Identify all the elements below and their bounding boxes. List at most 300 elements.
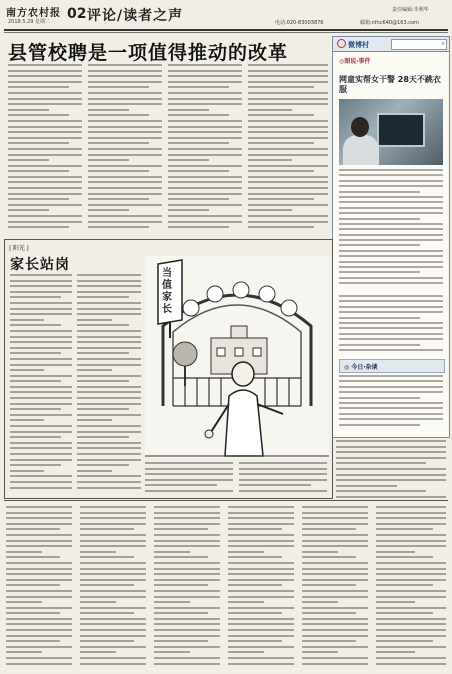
text-line bbox=[80, 601, 116, 603]
text-line bbox=[248, 170, 314, 172]
box-column-2 bbox=[77, 274, 141, 492]
text-line bbox=[88, 75, 162, 77]
text-line bbox=[10, 324, 61, 326]
text-line bbox=[339, 424, 420, 426]
weibo-sidebar bbox=[332, 36, 450, 438]
text-line bbox=[339, 196, 443, 198]
text-line bbox=[8, 154, 82, 156]
text-line bbox=[77, 380, 129, 382]
text-line bbox=[168, 159, 209, 161]
section-title: 评论/读者之声 bbox=[87, 8, 184, 24]
text-line bbox=[6, 568, 72, 570]
text-line bbox=[77, 296, 129, 298]
text-line bbox=[248, 154, 328, 156]
text-line bbox=[228, 590, 294, 592]
text-line bbox=[168, 165, 242, 167]
school-tower bbox=[231, 326, 247, 338]
text-line bbox=[376, 528, 433, 530]
photo-person-body bbox=[343, 135, 379, 165]
text-line bbox=[302, 635, 368, 637]
text-line bbox=[77, 285, 141, 287]
text-line bbox=[88, 103, 162, 105]
phone-credit: 电话:020-83003876 bbox=[275, 20, 324, 26]
text-line bbox=[80, 646, 146, 648]
text-line bbox=[6, 612, 60, 614]
text-line bbox=[6, 573, 72, 575]
text-line bbox=[339, 169, 443, 171]
text-line bbox=[6, 584, 60, 586]
text-line bbox=[8, 181, 82, 183]
text-line bbox=[10, 391, 72, 393]
text-line bbox=[77, 375, 141, 377]
text-line bbox=[248, 215, 328, 217]
text-line bbox=[248, 193, 328, 195]
text-line bbox=[248, 204, 328, 206]
text-line bbox=[376, 556, 433, 558]
text-line bbox=[339, 327, 443, 329]
text-line bbox=[80, 551, 116, 553]
text-line bbox=[376, 517, 446, 519]
text-line bbox=[336, 457, 446, 459]
text-line bbox=[376, 545, 446, 547]
text-line bbox=[248, 187, 328, 189]
text-line bbox=[8, 126, 82, 128]
text-line bbox=[168, 75, 242, 77]
masthead-rule bbox=[4, 29, 448, 31]
text-line bbox=[302, 640, 356, 642]
text-line bbox=[80, 623, 146, 625]
text-line bbox=[376, 506, 446, 508]
text-line bbox=[336, 440, 446, 442]
text-line bbox=[228, 562, 294, 564]
text-line bbox=[239, 479, 327, 481]
text-line bbox=[168, 137, 242, 139]
text-line bbox=[376, 657, 446, 659]
text-line bbox=[239, 490, 327, 492]
text-line bbox=[302, 623, 368, 625]
text-line bbox=[228, 506, 294, 508]
text-line bbox=[8, 114, 69, 116]
text-line bbox=[77, 341, 141, 343]
text-line bbox=[228, 556, 282, 558]
text-line bbox=[168, 226, 229, 228]
text-line bbox=[77, 487, 141, 489]
text-line bbox=[168, 154, 242, 156]
text-line bbox=[228, 517, 294, 519]
text-line bbox=[80, 618, 146, 620]
text-line bbox=[228, 623, 294, 625]
weibo-icon bbox=[337, 39, 346, 48]
text-line bbox=[376, 651, 415, 653]
text-line bbox=[168, 221, 242, 223]
bottom-column-5 bbox=[302, 506, 368, 668]
text-line bbox=[154, 512, 220, 514]
text-line bbox=[80, 651, 116, 653]
text-line bbox=[339, 212, 443, 214]
sidebar-section-bar bbox=[339, 359, 445, 373]
sidebar-text-3 bbox=[339, 375, 443, 433]
text-line bbox=[239, 462, 327, 464]
text-line bbox=[88, 64, 162, 66]
text-line bbox=[228, 584, 282, 586]
text-line bbox=[248, 70, 328, 72]
text-line bbox=[80, 607, 146, 609]
text-line bbox=[168, 131, 242, 133]
text-line bbox=[10, 369, 44, 371]
text-line bbox=[77, 280, 141, 282]
masthead-rule-thin bbox=[4, 32, 448, 33]
text-line bbox=[8, 226, 69, 228]
text-line bbox=[248, 109, 292, 111]
text-line bbox=[168, 120, 242, 122]
text-line bbox=[8, 165, 82, 167]
text-line bbox=[8, 209, 49, 211]
arch-circle bbox=[233, 282, 249, 298]
text-line bbox=[6, 623, 72, 625]
article-column-3 bbox=[168, 64, 242, 234]
text-line bbox=[80, 579, 146, 581]
text-line bbox=[6, 545, 72, 547]
text-line bbox=[77, 302, 141, 304]
text-line bbox=[88, 81, 162, 83]
parent-body bbox=[225, 390, 263, 456]
text-line bbox=[77, 358, 141, 360]
sidebar-tagline: ◎图说·事件 bbox=[339, 58, 371, 65]
text-line bbox=[154, 562, 220, 564]
text-line bbox=[228, 573, 294, 575]
text-line bbox=[154, 534, 220, 536]
text-line bbox=[168, 198, 229, 200]
text-line bbox=[302, 512, 368, 514]
text-line bbox=[77, 414, 141, 416]
text-line bbox=[80, 590, 146, 592]
text-line bbox=[168, 126, 242, 128]
text-line bbox=[154, 629, 220, 631]
text-line bbox=[376, 540, 446, 542]
text-line bbox=[228, 568, 294, 570]
text-line bbox=[302, 545, 368, 547]
duty-sign bbox=[156, 258, 184, 338]
window bbox=[217, 348, 225, 356]
text-line bbox=[10, 464, 61, 466]
text-line bbox=[10, 313, 72, 315]
text-line bbox=[228, 601, 264, 603]
text-line bbox=[88, 92, 162, 94]
text-line bbox=[376, 607, 446, 609]
text-line bbox=[302, 568, 368, 570]
text-line bbox=[10, 280, 72, 282]
article-column-2 bbox=[88, 64, 162, 234]
text-line bbox=[339, 207, 443, 209]
text-line bbox=[168, 70, 242, 72]
text-line bbox=[154, 646, 220, 648]
text-line bbox=[339, 191, 420, 193]
text-line bbox=[376, 584, 433, 586]
text-line bbox=[88, 198, 149, 200]
text-line bbox=[10, 296, 61, 298]
text-line bbox=[88, 120, 162, 122]
text-line bbox=[339, 402, 443, 404]
text-line bbox=[376, 635, 446, 637]
box-column-4 bbox=[239, 462, 327, 494]
text-line bbox=[248, 142, 314, 144]
text-line bbox=[6, 523, 72, 525]
text-line bbox=[336, 490, 426, 492]
text-line bbox=[80, 657, 146, 659]
text-line bbox=[8, 198, 69, 200]
text-line bbox=[168, 114, 229, 116]
text-line bbox=[339, 407, 443, 409]
text-line bbox=[302, 607, 368, 609]
text-line bbox=[154, 618, 220, 620]
text-line bbox=[10, 459, 72, 461]
photo-monitor bbox=[377, 113, 425, 147]
text-line bbox=[77, 274, 141, 276]
bottom-column-4 bbox=[228, 506, 294, 668]
text-line bbox=[6, 646, 72, 648]
right-column-lower bbox=[336, 440, 446, 498]
text-line bbox=[8, 159, 49, 161]
text-line bbox=[339, 223, 443, 225]
text-line bbox=[336, 479, 446, 481]
article-column-1 bbox=[8, 64, 82, 234]
text-line bbox=[77, 408, 129, 410]
text-line bbox=[10, 386, 72, 388]
text-line bbox=[154, 601, 190, 603]
text-line bbox=[6, 512, 72, 514]
section-separator bbox=[4, 500, 448, 501]
text-line bbox=[80, 629, 146, 631]
text-line bbox=[77, 459, 141, 461]
text-line bbox=[248, 103, 328, 105]
text-line bbox=[302, 646, 368, 648]
text-line bbox=[88, 154, 162, 156]
text-line bbox=[154, 607, 220, 609]
text-line bbox=[228, 523, 294, 525]
text-line bbox=[228, 596, 294, 598]
text-line bbox=[145, 468, 233, 470]
text-line bbox=[8, 176, 82, 178]
text-line bbox=[80, 635, 146, 637]
text-line bbox=[77, 386, 141, 388]
text-line bbox=[88, 193, 162, 195]
arch-circle bbox=[183, 300, 199, 316]
text-line bbox=[168, 187, 242, 189]
text-line bbox=[80, 545, 146, 547]
text-line bbox=[10, 397, 72, 399]
text-line bbox=[88, 98, 162, 100]
text-line bbox=[302, 651, 338, 653]
text-line bbox=[154, 596, 220, 598]
text-line bbox=[77, 470, 112, 472]
text-line bbox=[339, 174, 443, 176]
text-line bbox=[168, 86, 229, 88]
search-box[interactable] bbox=[391, 39, 447, 50]
text-line bbox=[77, 419, 112, 421]
text-line bbox=[376, 579, 446, 581]
text-line bbox=[10, 380, 61, 382]
parent-head bbox=[232, 362, 254, 386]
text-line bbox=[8, 64, 82, 66]
text-line bbox=[77, 425, 141, 427]
parent-hand bbox=[205, 430, 213, 438]
text-line bbox=[6, 635, 72, 637]
text-line bbox=[8, 81, 82, 83]
text-line bbox=[339, 333, 443, 335]
text-line bbox=[154, 657, 220, 659]
text-line bbox=[339, 391, 443, 393]
text-line bbox=[302, 562, 368, 564]
text-line bbox=[80, 568, 146, 570]
text-line bbox=[248, 75, 328, 77]
text-line bbox=[376, 596, 446, 598]
text-line bbox=[168, 81, 242, 83]
text-line bbox=[8, 221, 82, 223]
text-line bbox=[154, 573, 220, 575]
text-line bbox=[154, 635, 220, 637]
text-line bbox=[339, 234, 443, 236]
tree bbox=[173, 342, 197, 366]
text-line bbox=[376, 618, 446, 620]
text-line bbox=[339, 306, 443, 308]
text-line bbox=[302, 534, 368, 536]
text-line bbox=[339, 349, 443, 351]
text-line bbox=[8, 86, 69, 88]
text-line bbox=[145, 462, 233, 464]
text-line bbox=[88, 148, 162, 150]
text-line bbox=[77, 352, 129, 354]
text-line bbox=[10, 302, 72, 304]
text-line bbox=[228, 657, 294, 659]
text-line bbox=[77, 330, 141, 332]
text-line bbox=[6, 601, 42, 603]
text-line bbox=[339, 418, 443, 420]
text-line bbox=[302, 657, 368, 659]
text-line bbox=[8, 70, 82, 72]
text-line bbox=[228, 629, 294, 631]
bottom-column-3 bbox=[154, 506, 220, 668]
text-line bbox=[336, 474, 446, 476]
text-line bbox=[154, 623, 220, 625]
text-line bbox=[248, 86, 314, 88]
text-line bbox=[8, 75, 82, 77]
text-line bbox=[228, 528, 282, 530]
text-line bbox=[228, 551, 264, 553]
text-line bbox=[302, 579, 368, 581]
text-line bbox=[154, 590, 220, 592]
text-line bbox=[339, 295, 443, 297]
text-line bbox=[168, 109, 209, 111]
text-line bbox=[77, 391, 141, 393]
text-line bbox=[339, 244, 420, 246]
text-line bbox=[228, 540, 294, 542]
text-line bbox=[339, 228, 443, 230]
text-line bbox=[302, 601, 338, 603]
text-line bbox=[154, 568, 220, 570]
bottom-column-1 bbox=[6, 506, 72, 668]
text-line bbox=[228, 618, 294, 620]
text-line bbox=[376, 523, 446, 525]
editor-credit: 责任编辑:李利华 bbox=[392, 7, 429, 13]
issue-date: 2018.5.29 星期二 bbox=[8, 19, 51, 25]
text-line bbox=[376, 512, 446, 514]
text-line bbox=[302, 618, 368, 620]
text-line bbox=[88, 159, 129, 161]
article-column-4 bbox=[248, 64, 328, 234]
text-line bbox=[302, 556, 356, 558]
text-line bbox=[154, 556, 208, 558]
text-line bbox=[228, 512, 294, 514]
text-line bbox=[239, 468, 327, 470]
text-line bbox=[339, 311, 443, 313]
text-line bbox=[248, 92, 328, 94]
text-line bbox=[248, 131, 328, 133]
text-line bbox=[8, 187, 82, 189]
text-line bbox=[336, 451, 446, 453]
text-line bbox=[6, 663, 72, 665]
text-line bbox=[6, 607, 72, 609]
text-line bbox=[248, 64, 328, 66]
text-line bbox=[6, 506, 72, 508]
text-line bbox=[10, 336, 72, 338]
text-line bbox=[336, 485, 397, 487]
text-line bbox=[6, 596, 72, 598]
text-line bbox=[80, 612, 134, 614]
text-line bbox=[248, 98, 328, 100]
text-line bbox=[376, 562, 446, 564]
text-line bbox=[80, 663, 146, 665]
text-line bbox=[168, 103, 242, 105]
text-line bbox=[168, 148, 242, 150]
sidebar-section-label: ◎ 今日·杂谈 bbox=[344, 364, 378, 371]
text-line bbox=[145, 473, 233, 475]
text-line bbox=[10, 453, 72, 455]
text-line bbox=[8, 92, 82, 94]
text-line bbox=[77, 431, 141, 433]
text-line bbox=[88, 142, 149, 144]
text-line bbox=[302, 517, 368, 519]
bottom-column-2 bbox=[80, 506, 146, 668]
text-line bbox=[80, 517, 146, 519]
text-line bbox=[8, 204, 82, 206]
text-line bbox=[6, 618, 72, 620]
text-line bbox=[336, 462, 426, 464]
text-line bbox=[376, 534, 446, 536]
text-line bbox=[228, 607, 294, 609]
text-line bbox=[6, 551, 42, 553]
text-line bbox=[88, 170, 149, 172]
text-line bbox=[339, 338, 443, 340]
text-line bbox=[10, 274, 72, 276]
text-line bbox=[77, 442, 141, 444]
text-line bbox=[6, 528, 60, 530]
text-line bbox=[339, 344, 420, 346]
text-line bbox=[248, 137, 328, 139]
email-credit: 邮箱:nfnc640@163.com bbox=[360, 20, 419, 26]
sidebar-header bbox=[333, 37, 449, 52]
text-line bbox=[88, 137, 162, 139]
text-line bbox=[154, 579, 220, 581]
box-kicker: | 阳光 | bbox=[9, 245, 29, 252]
text-line bbox=[168, 64, 242, 66]
text-line bbox=[6, 629, 72, 631]
text-line bbox=[376, 640, 433, 642]
text-line bbox=[168, 204, 242, 206]
text-line bbox=[228, 545, 294, 547]
weibo-logo bbox=[337, 39, 369, 50]
text-line bbox=[10, 431, 72, 433]
text-line bbox=[77, 347, 141, 349]
